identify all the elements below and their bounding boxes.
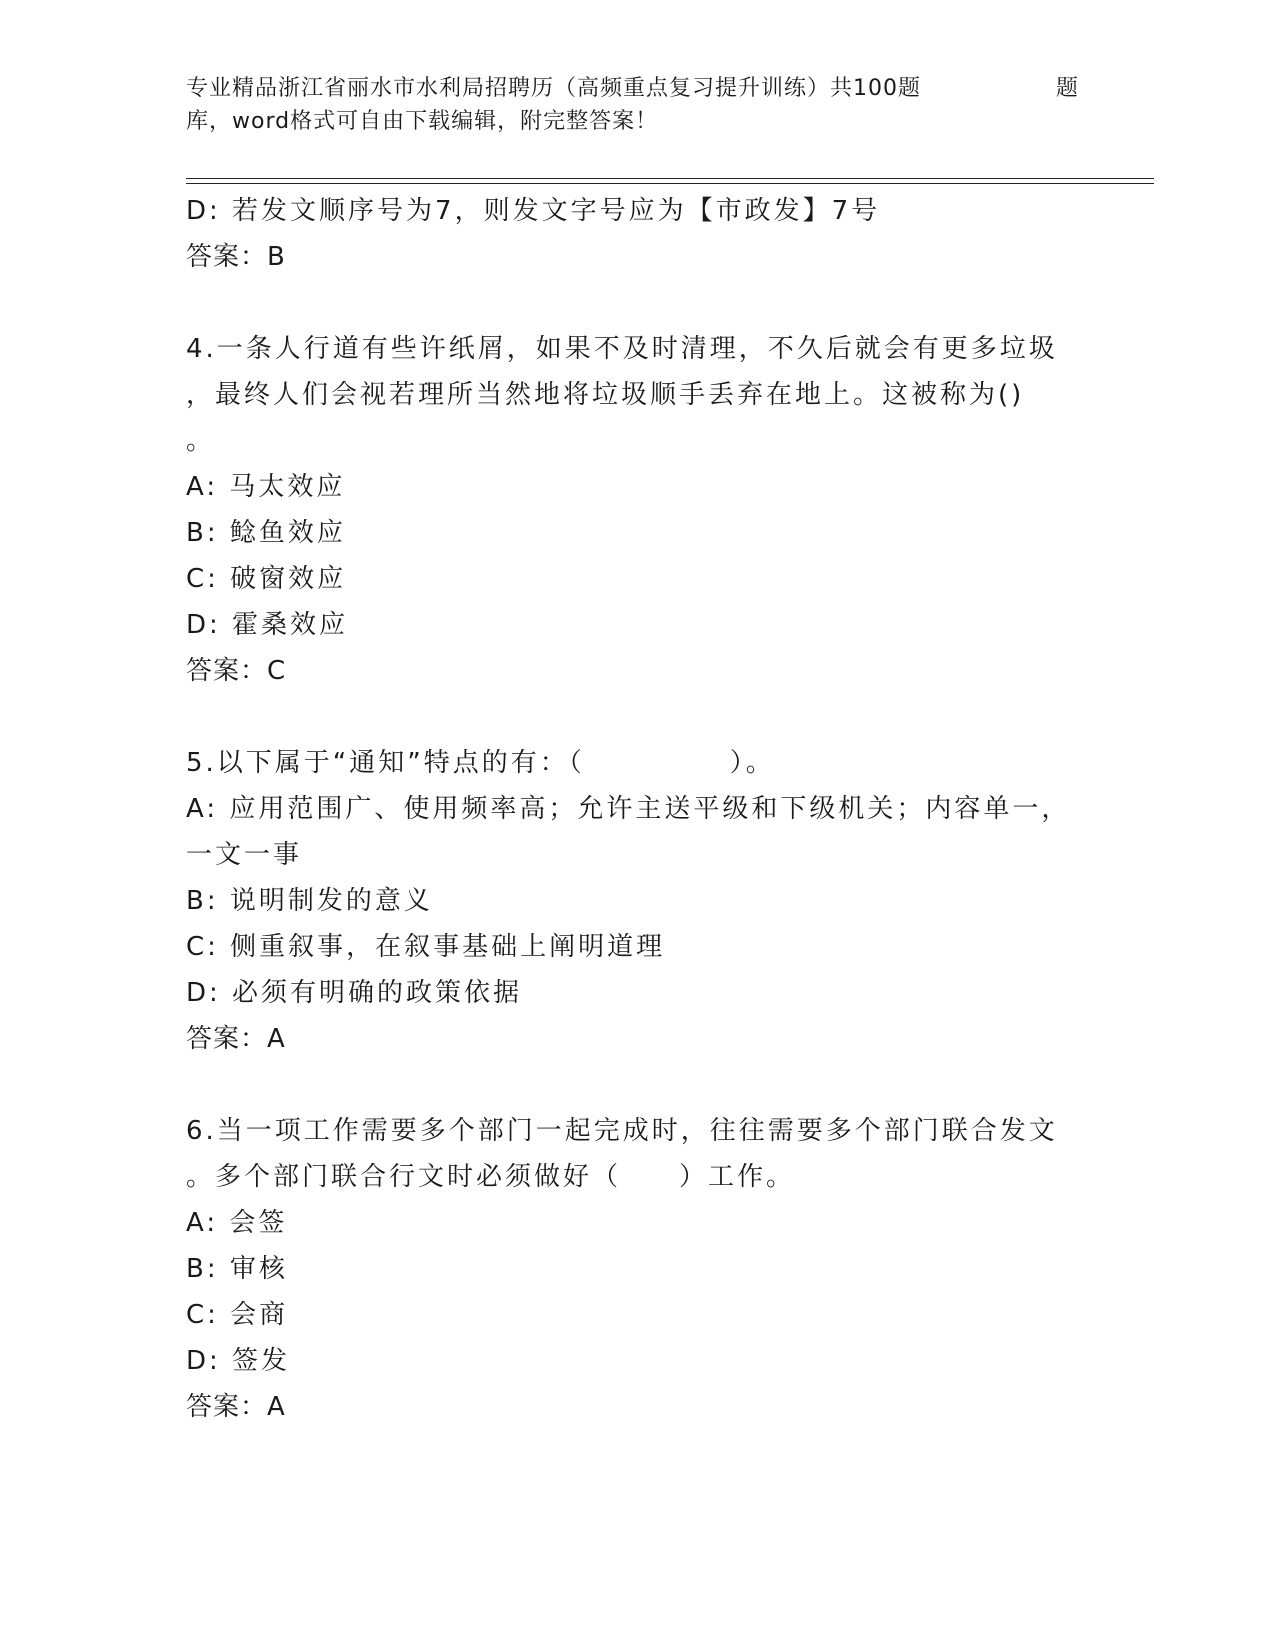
answer-label: 答案：A bbox=[186, 1392, 286, 1422]
option-c: C: 会商 bbox=[186, 1300, 289, 1330]
question-stem-line: 。 bbox=[186, 426, 216, 456]
header-title-line1: 专业精品浙江省丽水市水利局招聘历（高频重点复习提升训练）共100题 bbox=[186, 76, 921, 101]
question-stem-line: 5.以下属于“通知”特点的有：（ ）。 bbox=[186, 748, 775, 778]
question-4 bbox=[186, 326, 1086, 694]
question-6 bbox=[186, 1108, 1086, 1430]
header-divider-bottom bbox=[186, 183, 1154, 184]
header-divider-top bbox=[186, 178, 1154, 179]
option-b: B: 审核 bbox=[186, 1254, 288, 1284]
option-b: B: 说明制发的意义 bbox=[186, 886, 433, 916]
option-a: A: 会签 bbox=[186, 1208, 288, 1238]
question-stem-line: 6.当一项工作需要多个部门一起完成时，往往需要多个部门联合发文 bbox=[186, 1116, 1058, 1146]
answer-label: 答案：B bbox=[186, 242, 286, 272]
option-d: D: 若发文顺序号为7，则发文字号应为【市政发】7号 bbox=[186, 196, 881, 226]
option-d: D: 签发 bbox=[186, 1346, 291, 1376]
answer-label: 答案：A bbox=[186, 1024, 286, 1054]
option-d: D: 必须有明确的政策依据 bbox=[186, 978, 523, 1008]
document-header bbox=[186, 72, 1086, 138]
option-c: C: 侧重叙事，在叙事基础上阐明道理 bbox=[186, 932, 666, 962]
question-stem-line: 。多个部门联合行文时必须做好（ ）工作。 bbox=[186, 1162, 796, 1192]
option-a: A: 应用范围广、使用频率高；允许主送平级和下级机关；内容单一， bbox=[186, 794, 1071, 824]
option-d: D: 霍桑效应 bbox=[186, 610, 349, 640]
option-b: B: 鲶鱼效应 bbox=[186, 518, 346, 548]
question-list bbox=[186, 188, 1086, 1430]
option-a-continued: 一文一事 bbox=[186, 840, 303, 870]
option-a: A: 马太效应 bbox=[186, 472, 346, 502]
question-stem-line: ，最终人们会视若理所当然地将垃圾顺手丢弃在地上。这被称为() bbox=[186, 380, 1025, 410]
header-title-line2: 库，word格式可自由下载编辑，附完整答案！ bbox=[186, 109, 659, 134]
header-title-tail: 题 bbox=[1056, 76, 1079, 101]
question-3-tail bbox=[186, 188, 1086, 280]
spacer bbox=[186, 1062, 1086, 1108]
spacer bbox=[186, 280, 1086, 326]
question-stem-line: 4.一条人行道有些许纸屑，如果不及时清理，不久后就会有更多垃圾 bbox=[186, 334, 1058, 364]
option-c: C: 破窗效应 bbox=[186, 564, 347, 594]
question-5 bbox=[186, 740, 1086, 1062]
answer-label: 答案：C bbox=[186, 656, 287, 686]
spacer bbox=[186, 694, 1086, 740]
